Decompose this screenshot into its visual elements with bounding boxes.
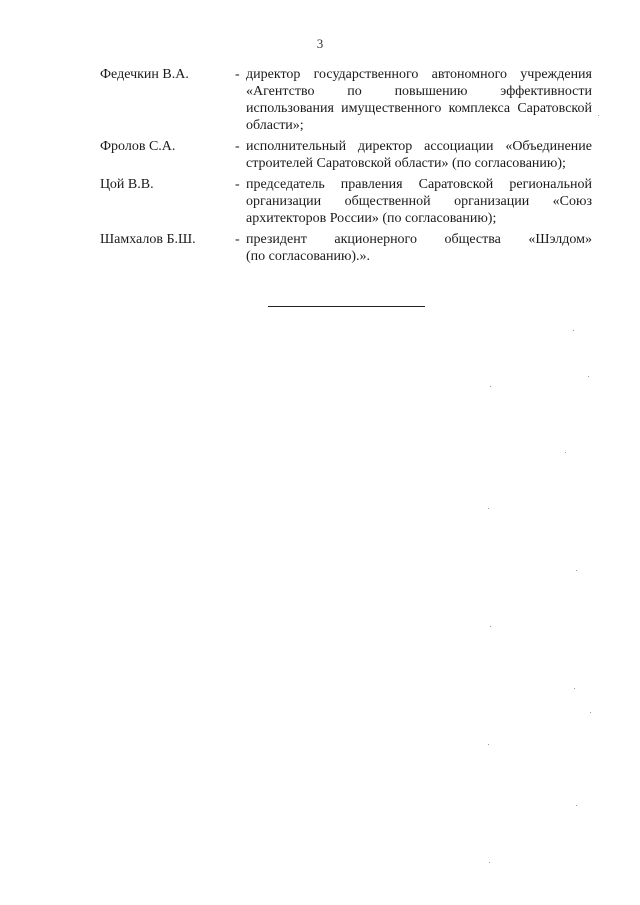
scan-speck <box>598 115 599 116</box>
scan-speck <box>590 712 591 713</box>
list-item <box>100 176 592 227</box>
dash-separator: - <box>235 232 240 247</box>
list-item <box>100 138 592 172</box>
dash-separator: - <box>235 139 240 154</box>
member-description <box>246 176 592 227</box>
description-line: (по согласованию).». <box>246 249 371 264</box>
scan-speck <box>574 688 575 689</box>
description-line: «Агентство по повышению эффективности <box>246 84 592 99</box>
description-line: организации общественной организации «Союз <box>246 194 592 209</box>
description-line: архитекторов России» (по согласованию); <box>246 211 497 226</box>
scan-speck <box>490 386 491 387</box>
member-name: Фролов С.А. <box>100 139 176 154</box>
scan-speck <box>488 508 489 509</box>
dash-separator: - <box>235 67 240 82</box>
scan-speck <box>576 805 577 806</box>
member-name: Цой В.В. <box>100 177 154 192</box>
member-list <box>100 66 592 269</box>
scan-speck <box>573 330 574 331</box>
description-line: области»; <box>246 118 304 133</box>
list-item <box>100 231 592 265</box>
scan-speck <box>488 744 489 745</box>
scan-speck <box>490 626 491 627</box>
description-line: директор государственного автономного учреждения <box>246 67 592 82</box>
dash-separator: - <box>235 177 240 192</box>
page-number: 3 <box>316 36 324 51</box>
list-item <box>100 66 592 134</box>
end-divider-line <box>268 306 425 307</box>
description-line: строителей Саратовской области» (по согласованию); <box>246 156 566 171</box>
member-name: Федечкин В.А. <box>100 67 189 82</box>
member-name: Шамхалов Б.Ш. <box>100 232 196 247</box>
scan-speck <box>588 376 589 377</box>
scan-speck <box>565 452 566 453</box>
description-line: исполнительный директор ассоциации «Объединение <box>246 139 592 154</box>
scan-speck <box>576 570 577 571</box>
member-description <box>246 138 592 172</box>
description-line: президент акционерного общества «Шэлдом» <box>246 232 592 247</box>
description-line: председатель правления Саратовской региональной <box>246 177 592 192</box>
scan-speck <box>489 862 490 863</box>
description-line: использования имущественного комплекса Саратовской <box>246 101 592 116</box>
member-description <box>246 66 592 134</box>
member-description <box>246 231 592 265</box>
